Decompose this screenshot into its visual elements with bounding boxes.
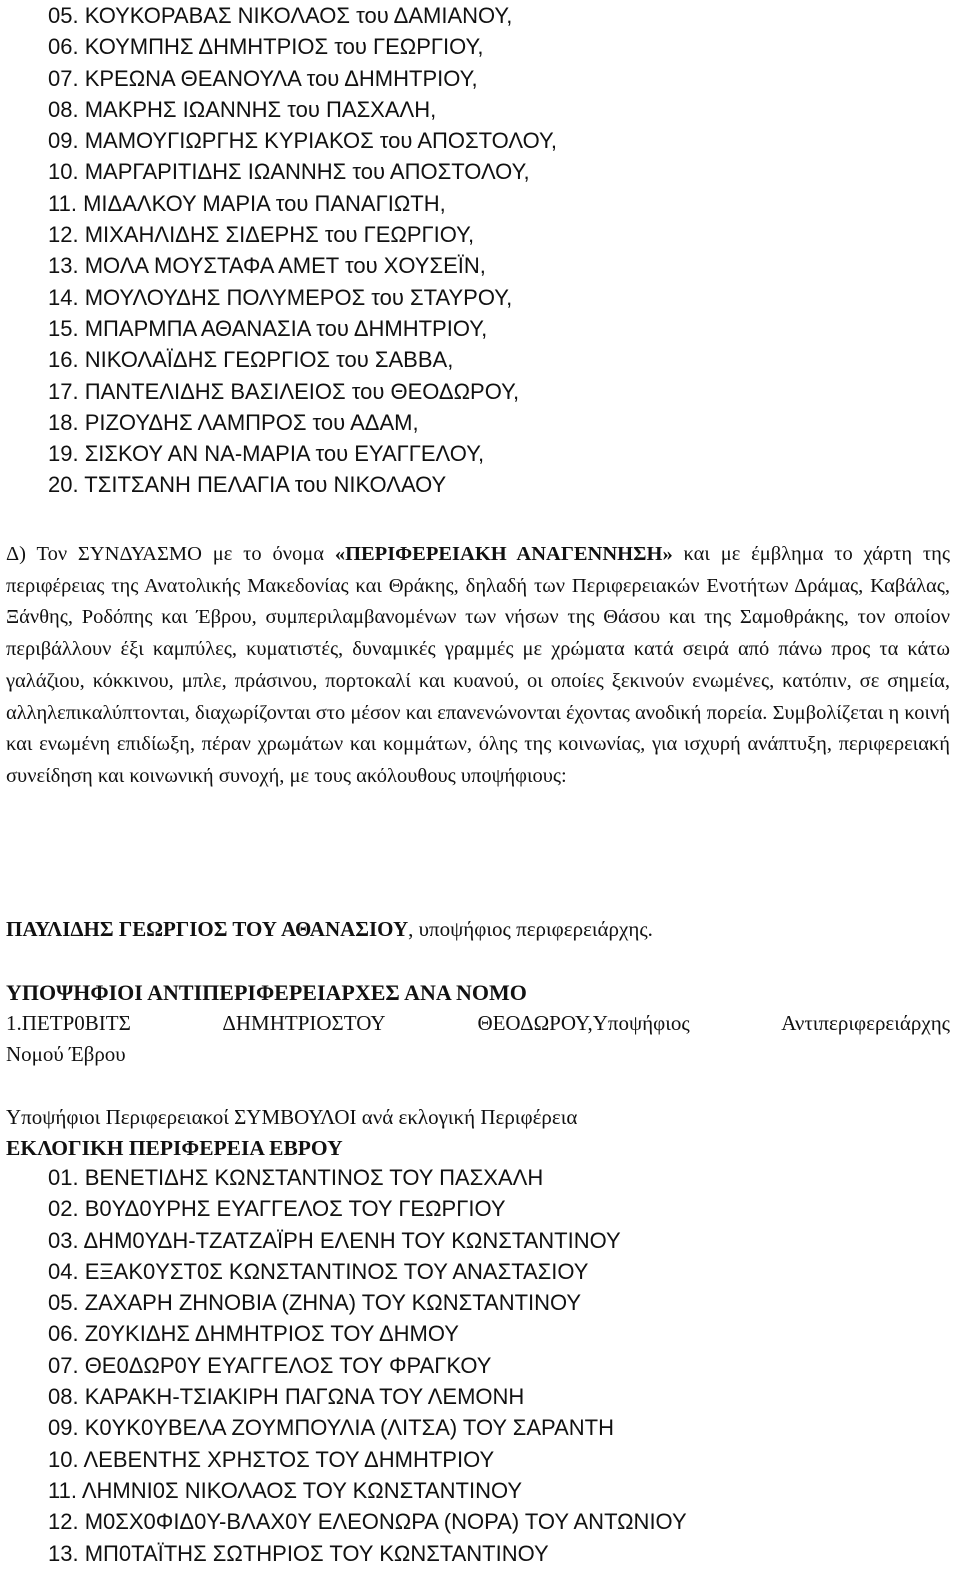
regional-candidate-role: , υποψήφιος περιφερειάρχης. [408, 917, 653, 941]
section-d-prefix: Δ) Τον ΣΥΝΔΥΑΣΜΟ με το όνομα [6, 543, 335, 565]
regional-candidate-name: ΠΑΥΛΙΔΗΣ ΓΕΩΡΓΙΟΣ ΤΟΥ ΑΘΑΝΑΣΙΟΥ [6, 917, 409, 941]
list-item: 14. ΜΟΥΛΟΥΔΗΣ ΠΟΛΥΜΕΡΟΣ του ΣΤΑΥΡΟΥ, [48, 284, 513, 310]
list-item: 19. ΣΙΣΚΟΥ ΑΝ ΝΑ-ΜΑΡΙΑ του ΕΥΑΓΓΕΛΟΥ, [48, 441, 485, 467]
list-item: 08. ΜΑΚΡΗΣ ΙΩΑΝΝΗΣ του ΠΑΣΧΑΛΗ, [48, 96, 437, 122]
list-item: 12. ΜΙΧΑΗΛΙΔΗΣ ΣΙΔΕΡΗΣ του ΓΕΩΡΓΙΟΥ, [48, 222, 475, 248]
list-item: 16. ΝΙΚΟΛΑΪΔΗΣ ΓΕΩΡΓΙΟΣ του ΣΑΒΒΑ, [48, 347, 454, 373]
deputy-candidate-region: Νομού Έβρου [6, 1042, 126, 1066]
candidate-list-top [48, 0, 557, 501]
list-item: 13. ΜΟΛΑ ΜΟΥΣΤΑΦΑ ΑΜΕΤ του ΧΟΥΣΕΪΝ, [48, 253, 486, 279]
list-item: 02. Β0ΥΔ0ΥΡΗΣ ΕΥΑΓΓΕΛΟΣ ΤΟΥ ΓΕΩΡΓΙΟΥ [48, 1196, 506, 1222]
list-item: 09. ΜΑΜΟΥΓΙΩΡΓΗΣ ΚΥΡΙΑΚΟΣ του ΑΠΟΣΤΟΛΟΥ, [48, 128, 557, 154]
list-item: 06. ΚΟΥΜΠΗΣ ΔΗΜΗΤΡΙΟΣ του ΓΕΩΡΓΙΟΥ, [48, 34, 484, 60]
list-item: 08. ΚΑΡΑΚΗ-ΤΣΙΑΚΙΡΗ ΠΑΓΩΝΑ ΤΟΥ ΛΕΜΟΝΗ [48, 1384, 525, 1410]
list-item: 05. ΚΟΥΚΟΡΑΒΑΣ ΝΙΚΟΛΑΟΣ του ΔΑΜΙΑΝΟΥ, [48, 3, 513, 28]
list-item: 18. ΡΙΖΟΥΔΗΣ ΛΑΜΠΡΟΣ του ΑΔΑΜ, [48, 409, 419, 435]
list-item: 13. ΜΠ0ΤΑΪΤΗΣ ΣΩΤΗΡΙΟΣ ΤΟΥ ΚΩΝΣΤΑΝΤΙΝΟΥ [48, 1540, 549, 1566]
district-heading: ΕΚΛΟΓΙΚΗ ΠΕΡΙΦΕΡΕΙΑ ΕΒΡΟΥ [6, 1136, 343, 1160]
list-item: 01. ΒΕΝΕΤΙΔΗΣ ΚΩΝΣΤΑΝΤΙΝΟΣ ΤΟΥ ΠΑΣΧΑΛΗ [48, 1165, 544, 1190]
section-d-paragraph [6, 539, 950, 793]
council-intro: Υποψήφιοι Περιφερειακοί ΣΥΜΒΟΥΛΟΙ ανά εκλογική Περιφέρεια [6, 1105, 578, 1129]
list-item: 06. Ζ0ΥΚΙΔΗΣ ΔΗΜΗΤΡΙΟΣ ΤΟΥ ΔΗΜΟΥ [48, 1321, 459, 1347]
list-item: 03. ΔΗΜ0ΥΔΗ-ΤΖΑΤΖΑΪΡΗ ΕΛΕΝΗ ΤΟΥ ΚΩΝΣΤΑΝΤΙΝΟΥ [48, 1227, 621, 1253]
list-item: 11. ΛΗΜΝΙ0Σ ΝΙΚΟΛΑΟΣ ΤΟΥ ΚΩΝΣΤΑΝΤΙΝΟΥ [48, 1477, 523, 1503]
list-item: 09. Κ0ΥΚ0ΥΒΕΛΑ ΖΟΥΜΠΟΥΛΙΑ (ΛΙΤΣΑ) ΤΟΥ ΣΑΡΑΝΤΗ [48, 1415, 614, 1441]
list-item: 17. ΠΑΝΤΕΛΙΔΗΣ ΒΑΣΙΛΕΙΟΣ του ΘΕΟΔΩΡΟΥ, [48, 378, 520, 404]
list-item: 04. ΕΞΑΚ0ΥΣΤ0Σ ΚΩΝΣΤΑΝΤΙΝΟΣ ΤΟΥ ΑΝΑΣΤΑΣΙΟΥ [48, 1258, 589, 1284]
candidate-list-evros [48, 1162, 687, 1569]
list-item: 11. ΜΙΔΑΛΚΟΥ ΜΑΡΙΑ του ΠΑΝΑΓΙΩΤΗ, [48, 190, 446, 216]
list-item: 12. Μ0ΣΧ0ΦΙΔ0Υ-ΒΛΑΧ0Υ ΕΛΕΟΝΩΡΑ (ΝΟΡΑ) ΤΟΥ ΑΝΤΩΝΙΟΥ [48, 1509, 687, 1535]
list-item: 20. ΤΣΙΤΣΑΝΗ ΠΕΛΑΓΙΑ του ΝΙΚΟΛΑΟΥ [48, 472, 447, 498]
list-item: 07. ΚΡΕΩΝΑ ΘΕΑΝΟΥΛΑ του ΔΗΜΗΤΡΙΟΥ, [48, 65, 478, 91]
regional-candidate-line [6, 917, 653, 942]
deputy-heading: ΥΠΟΨΗΦΙΟΙ ΑΝΤΙΠΕΡΙΦΕΡΕΙΑΡΧΕΣ ΑΝΑ ΝΟΜΟ [6, 980, 527, 1005]
list-item: 05. ΖΑΧΑΡΗ ΖΗΝΟΒΙΑ (ΖΗΝΑ) ΤΟΥ ΚΩΝΣΤΑΝΤΙΝΟΥ [48, 1290, 582, 1316]
deputy-candidate-line: 1.ΠΕΤΡ0ΒΙΤΣ ΔΗΜΗΤΡΙΟΣΤΟΥ ΘΕΟΔΩΡΟΥ,Υποψήφιος Αντιπεριφερειάρχης [6, 1011, 950, 1035]
list-item: 10. ΛΕΒΕΝΤΗΣ ΧΡΗΣΤΟΣ ΤΟΥ ΔΗΜΗΤΡΙΟΥ [48, 1446, 495, 1472]
list-item: 07. ΘΕ0ΔΩΡ0Υ ΕΥΑΓΓΕΛΟΣ ΤΟΥ ΦΡΑΓΚΟΥ [48, 1352, 492, 1378]
list-item: 10. ΜΑΡΓΑΡΙΤΙΔΗΣ ΙΩΑΝΝΗΣ του ΑΠΟΣΤΟΛΟΥ, [48, 159, 530, 185]
section-d-body: και με έμβλημα το χάρτη της περιφέρειας της Ανατολικής Μακεδονίας και Θράκης, δηλαδή των Περιφερειακών Ενοτήτων Δράμας, Καβάλας, Ξάνθης, Ροδόπης και Έβρου, συμπεριλαμβανομένων των νήσων της Θάσου και της Σαμοθράκης, τον οποίον περιβάλλουν έξι καμπύλες, κυματιστές, δυναμικές γραμμές με χρώματα κατά σειρά από πάνω προς τα κάτω γαλάζιου, κόκκινου, μπλε, πράσινου, πορτοκαλί και κυανού, οι οποίες ξεκινούν ενωμένες, κατόπιν, σε σημεία, αλληλεπικαλύπτονται, διαχωρίζονται στο μέσον και επανενώνονται έχοντας ανοδική πορεία. Συμβολίζεται η κοινή και ενωμένη επιδίωξη, πέραν χρωμάτων και κομμάτων, όλης της κοινωνίας, για ισχυρή ανάπτυξη, περιφερειακή συνείδηση και κοινωνική συνοχή, με τους ακόλουθους υποψήφιους: [6, 543, 951, 787]
list-item: 15. ΜΠΑΡΜΠΑ ΑΘΑΝΑΣΙΑ του ΔΗΜΗΤΡΙΟΥ, [48, 315, 488, 341]
party-name: «ΠΕΡΙΦΕΡΕΙΑΚΗ ΑΝΑΓΕΝΝΗΣΗ» [334, 543, 673, 565]
